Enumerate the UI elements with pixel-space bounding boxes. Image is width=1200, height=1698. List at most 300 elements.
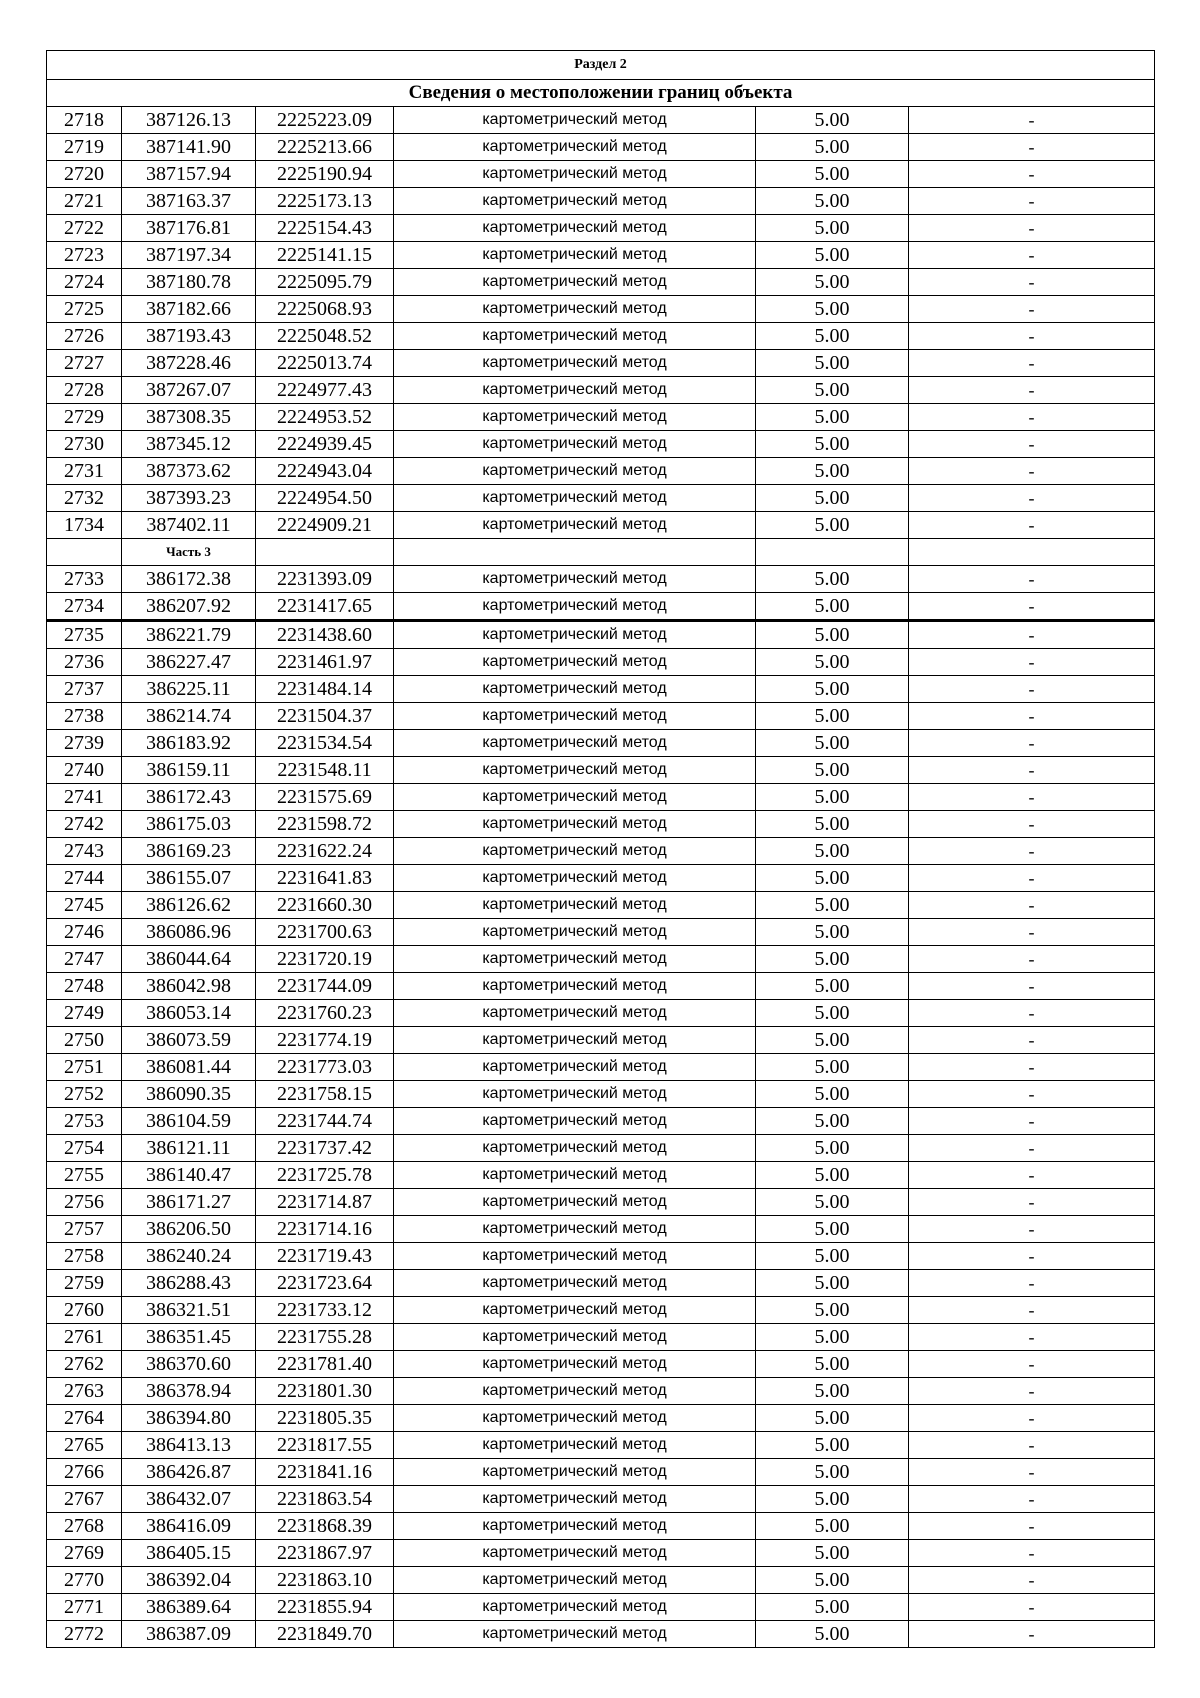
table-row bbox=[47, 1270, 1155, 1297]
method-cell: картометрический метод bbox=[394, 919, 756, 946]
method-cell: картометрический метод bbox=[394, 784, 756, 811]
point-number-cell: 2744 bbox=[47, 865, 122, 892]
y-coordinate-cell: 2231700.63 bbox=[256, 919, 394, 946]
method-cell: картометрический метод bbox=[394, 485, 756, 512]
accuracy-cell: 5.00 bbox=[756, 1027, 909, 1054]
y-coordinate-cell: 2231868.39 bbox=[256, 1513, 394, 1540]
table-row bbox=[47, 1135, 1155, 1162]
y-coordinate-cell: 2224943.04 bbox=[256, 458, 394, 485]
method-cell: картометрический метод bbox=[394, 676, 756, 703]
description-cell: - bbox=[909, 1135, 1155, 1162]
method-cell: картометрический метод bbox=[394, 215, 756, 242]
y-coordinate-cell: 2225173.13 bbox=[256, 188, 394, 215]
accuracy-cell: 5.00 bbox=[756, 485, 909, 512]
y-coordinate-cell: 2225048.52 bbox=[256, 323, 394, 350]
table-row bbox=[47, 134, 1155, 161]
accuracy-cell: 5.00 bbox=[756, 269, 909, 296]
description-cell: - bbox=[909, 973, 1155, 1000]
method-cell: картометрический метод bbox=[394, 1297, 756, 1324]
table-row bbox=[47, 1162, 1155, 1189]
point-number-cell: 2733 bbox=[47, 566, 122, 593]
accuracy-cell: 5.00 bbox=[756, 1594, 909, 1621]
x-coordinate-cell: 386416.09 bbox=[122, 1513, 256, 1540]
method-cell: картометрический метод bbox=[394, 323, 756, 350]
x-coordinate-cell: 386221.79 bbox=[122, 621, 256, 649]
method-cell: картометрический метод bbox=[394, 1054, 756, 1081]
x-coordinate-cell: 386126.62 bbox=[122, 892, 256, 919]
y-coordinate-cell: 2225223.09 bbox=[256, 107, 394, 134]
accuracy-cell: 5.00 bbox=[756, 1621, 909, 1648]
method-cell: картометрический метод bbox=[394, 134, 756, 161]
method-cell: картометрический метод bbox=[394, 838, 756, 865]
description-cell: - bbox=[909, 458, 1155, 485]
empty-cell bbox=[47, 539, 122, 566]
method-cell: картометрический метод bbox=[394, 703, 756, 730]
description-cell: - bbox=[909, 1081, 1155, 1108]
accuracy-cell: 5.00 bbox=[756, 1297, 909, 1324]
table-row bbox=[47, 919, 1155, 946]
y-coordinate-cell: 2231534.54 bbox=[256, 730, 394, 757]
x-coordinate-cell: 386240.24 bbox=[122, 1243, 256, 1270]
y-coordinate-cell: 2231417.65 bbox=[256, 593, 394, 621]
description-cell: - bbox=[909, 1189, 1155, 1216]
x-coordinate-cell: 386405.15 bbox=[122, 1540, 256, 1567]
x-coordinate-cell: 387228.46 bbox=[122, 350, 256, 377]
table-row bbox=[47, 458, 1155, 485]
description-cell: - bbox=[909, 730, 1155, 757]
description-cell: - bbox=[909, 1486, 1155, 1513]
accuracy-cell: 5.00 bbox=[756, 593, 909, 621]
table-row bbox=[47, 377, 1155, 404]
description-cell: - bbox=[909, 1270, 1155, 1297]
accuracy-cell: 5.00 bbox=[756, 946, 909, 973]
x-coordinate-cell: 386044.64 bbox=[122, 946, 256, 973]
description-cell: - bbox=[909, 485, 1155, 512]
description-cell: - bbox=[909, 784, 1155, 811]
point-number-cell: 2764 bbox=[47, 1405, 122, 1432]
x-coordinate-cell: 386159.11 bbox=[122, 757, 256, 784]
accuracy-cell: 5.00 bbox=[756, 1243, 909, 1270]
table-row bbox=[47, 838, 1155, 865]
table-row bbox=[47, 649, 1155, 676]
y-coordinate-cell: 2231725.78 bbox=[256, 1162, 394, 1189]
point-number-cell: 2762 bbox=[47, 1351, 122, 1378]
point-number-cell: 2731 bbox=[47, 458, 122, 485]
table-row bbox=[47, 1540, 1155, 1567]
point-number-cell: 2718 bbox=[47, 107, 122, 134]
method-cell: картометрический метод bbox=[394, 1108, 756, 1135]
description-cell: - bbox=[909, 134, 1155, 161]
table-row bbox=[47, 676, 1155, 703]
accuracy-cell: 5.00 bbox=[756, 1567, 909, 1594]
y-coordinate-cell: 2231863.54 bbox=[256, 1486, 394, 1513]
x-coordinate-cell: 386073.59 bbox=[122, 1027, 256, 1054]
method-cell: картометрический метод bbox=[394, 757, 756, 784]
accuracy-cell: 5.00 bbox=[756, 973, 909, 1000]
x-coordinate-cell: 386432.07 bbox=[122, 1486, 256, 1513]
method-cell: картометрический метод bbox=[394, 1027, 756, 1054]
y-coordinate-cell: 2224909.21 bbox=[256, 512, 394, 539]
y-coordinate-cell: 2225013.74 bbox=[256, 350, 394, 377]
method-cell: картометрический метод bbox=[394, 811, 756, 838]
x-coordinate-cell: 387373.62 bbox=[122, 458, 256, 485]
accuracy-cell: 5.00 bbox=[756, 919, 909, 946]
table-title: Сведения о местоположении границ объекта bbox=[47, 80, 1155, 107]
method-cell: картометрический метод bbox=[394, 1459, 756, 1486]
table-row bbox=[47, 431, 1155, 458]
point-number-cell: 2766 bbox=[47, 1459, 122, 1486]
method-cell: картометрический метод bbox=[394, 1189, 756, 1216]
accuracy-cell: 5.00 bbox=[756, 296, 909, 323]
x-coordinate-cell: 387126.13 bbox=[122, 107, 256, 134]
y-coordinate-cell: 2231744.09 bbox=[256, 973, 394, 1000]
description-cell: - bbox=[909, 377, 1155, 404]
accuracy-cell: 5.00 bbox=[756, 215, 909, 242]
accuracy-cell: 5.00 bbox=[756, 892, 909, 919]
accuracy-cell: 5.00 bbox=[756, 1486, 909, 1513]
y-coordinate-cell: 2231504.37 bbox=[256, 703, 394, 730]
description-cell: - bbox=[909, 431, 1155, 458]
x-coordinate-cell: 386225.11 bbox=[122, 676, 256, 703]
accuracy-cell: 5.00 bbox=[756, 1216, 909, 1243]
description-cell: - bbox=[909, 1054, 1155, 1081]
method-cell: картометрический метод bbox=[394, 865, 756, 892]
part-row bbox=[47, 539, 1155, 566]
x-coordinate-cell: 386288.43 bbox=[122, 1270, 256, 1297]
y-coordinate-cell: 2231575.69 bbox=[256, 784, 394, 811]
table-row bbox=[47, 242, 1155, 269]
x-coordinate-cell: 387345.12 bbox=[122, 431, 256, 458]
y-coordinate-cell: 2231714.16 bbox=[256, 1216, 394, 1243]
table-row bbox=[47, 161, 1155, 188]
accuracy-cell: 5.00 bbox=[756, 323, 909, 350]
y-coordinate-cell: 2231774.19 bbox=[256, 1027, 394, 1054]
table-row bbox=[47, 1621, 1155, 1648]
y-coordinate-cell: 2231855.94 bbox=[256, 1594, 394, 1621]
description-cell: - bbox=[909, 1621, 1155, 1648]
y-coordinate-cell: 2225068.93 bbox=[256, 296, 394, 323]
point-number-cell: 2724 bbox=[47, 269, 122, 296]
description-cell: - bbox=[909, 215, 1155, 242]
accuracy-cell: 5.00 bbox=[756, 1135, 909, 1162]
method-cell: картометрический метод bbox=[394, 892, 756, 919]
table-row bbox=[47, 1000, 1155, 1027]
accuracy-cell: 5.00 bbox=[756, 1054, 909, 1081]
point-number-cell: 2746 bbox=[47, 919, 122, 946]
description-cell: - bbox=[909, 621, 1155, 649]
table-row bbox=[47, 1567, 1155, 1594]
description-cell: - bbox=[909, 1297, 1155, 1324]
table-row bbox=[47, 1108, 1155, 1135]
table-row bbox=[47, 1513, 1155, 1540]
point-number-cell: 2750 bbox=[47, 1027, 122, 1054]
table-row bbox=[47, 404, 1155, 431]
y-coordinate-cell: 2231720.19 bbox=[256, 946, 394, 973]
y-coordinate-cell: 2225141.15 bbox=[256, 242, 394, 269]
point-number-cell: 2763 bbox=[47, 1378, 122, 1405]
x-coordinate-cell: 387193.43 bbox=[122, 323, 256, 350]
table-row bbox=[47, 1297, 1155, 1324]
table-row bbox=[47, 730, 1155, 757]
method-cell: картометрический метод bbox=[394, 1405, 756, 1432]
point-number-cell: 2743 bbox=[47, 838, 122, 865]
point-number-cell: 2753 bbox=[47, 1108, 122, 1135]
description-cell: - bbox=[909, 566, 1155, 593]
y-coordinate-cell: 2231733.12 bbox=[256, 1297, 394, 1324]
method-cell: картометрический метод bbox=[394, 621, 756, 649]
y-coordinate-cell: 2231817.55 bbox=[256, 1432, 394, 1459]
point-number-cell: 1734 bbox=[47, 512, 122, 539]
description-cell: - bbox=[909, 323, 1155, 350]
x-coordinate-cell: 387402.11 bbox=[122, 512, 256, 539]
x-coordinate-cell: 386104.59 bbox=[122, 1108, 256, 1135]
method-cell: картометрический метод bbox=[394, 377, 756, 404]
x-coordinate-cell: 386351.45 bbox=[122, 1324, 256, 1351]
accuracy-cell: 5.00 bbox=[756, 1324, 909, 1351]
accuracy-cell: 5.00 bbox=[756, 730, 909, 757]
description-cell: - bbox=[909, 512, 1155, 539]
method-cell: картометрический метод bbox=[394, 107, 756, 134]
description-cell: - bbox=[909, 1594, 1155, 1621]
y-coordinate-cell: 2231461.97 bbox=[256, 649, 394, 676]
x-coordinate-cell: 386387.09 bbox=[122, 1621, 256, 1648]
method-cell: картометрический метод bbox=[394, 566, 756, 593]
point-number-cell: 2749 bbox=[47, 1000, 122, 1027]
y-coordinate-cell: 2225213.66 bbox=[256, 134, 394, 161]
y-coordinate-cell: 2231781.40 bbox=[256, 1351, 394, 1378]
x-coordinate-cell: 386121.11 bbox=[122, 1135, 256, 1162]
method-cell: картометрический метод bbox=[394, 269, 756, 296]
method-cell: картометрический метод bbox=[394, 730, 756, 757]
table-title-row bbox=[47, 80, 1155, 107]
x-coordinate-cell: 386370.60 bbox=[122, 1351, 256, 1378]
y-coordinate-cell: 2231393.09 bbox=[256, 566, 394, 593]
y-coordinate-cell: 2231641.83 bbox=[256, 865, 394, 892]
y-coordinate-cell: 2231841.16 bbox=[256, 1459, 394, 1486]
x-coordinate-cell: 386081.44 bbox=[122, 1054, 256, 1081]
description-cell: - bbox=[909, 649, 1155, 676]
accuracy-cell: 5.00 bbox=[756, 703, 909, 730]
table-row bbox=[47, 107, 1155, 134]
table-row bbox=[47, 188, 1155, 215]
point-number-cell: 2758 bbox=[47, 1243, 122, 1270]
x-coordinate-cell: 387267.07 bbox=[122, 377, 256, 404]
method-cell: картометрический метод bbox=[394, 946, 756, 973]
accuracy-cell: 5.00 bbox=[756, 107, 909, 134]
description-cell: - bbox=[909, 703, 1155, 730]
point-number-cell: 2727 bbox=[47, 350, 122, 377]
table-row bbox=[47, 1351, 1155, 1378]
point-number-cell: 2760 bbox=[47, 1297, 122, 1324]
point-number-cell: 2722 bbox=[47, 215, 122, 242]
point-number-cell: 2761 bbox=[47, 1324, 122, 1351]
table-row bbox=[47, 1243, 1155, 1270]
empty-cell bbox=[756, 539, 909, 566]
y-coordinate-cell: 2231801.30 bbox=[256, 1378, 394, 1405]
method-cell: картометрический метод bbox=[394, 1621, 756, 1648]
method-cell: картометрический метод bbox=[394, 1513, 756, 1540]
table-row bbox=[47, 1324, 1155, 1351]
table-row bbox=[47, 811, 1155, 838]
x-coordinate-cell: 386214.74 bbox=[122, 703, 256, 730]
method-cell: картометрический метод bbox=[394, 649, 756, 676]
y-coordinate-cell: 2231760.23 bbox=[256, 1000, 394, 1027]
accuracy-cell: 5.00 bbox=[756, 649, 909, 676]
point-number-cell: 2772 bbox=[47, 1621, 122, 1648]
method-cell: картометрический метод bbox=[394, 404, 756, 431]
point-number-cell: 2752 bbox=[47, 1081, 122, 1108]
table-row bbox=[47, 703, 1155, 730]
y-coordinate-cell: 2231849.70 bbox=[256, 1621, 394, 1648]
table-row bbox=[47, 1432, 1155, 1459]
accuracy-cell: 5.00 bbox=[756, 621, 909, 649]
point-number-cell: 2756 bbox=[47, 1189, 122, 1216]
method-cell: картометрический метод bbox=[394, 242, 756, 269]
table-row bbox=[47, 485, 1155, 512]
point-number-cell: 2770 bbox=[47, 1567, 122, 1594]
method-cell: картометрический метод bbox=[394, 1135, 756, 1162]
point-number-cell: 2740 bbox=[47, 757, 122, 784]
y-coordinate-cell: 2231773.03 bbox=[256, 1054, 394, 1081]
method-cell: картометрический метод bbox=[394, 1432, 756, 1459]
method-cell: картометрический метод bbox=[394, 973, 756, 1000]
accuracy-cell: 5.00 bbox=[756, 1405, 909, 1432]
point-number-cell: 2765 bbox=[47, 1432, 122, 1459]
x-coordinate-cell: 386413.13 bbox=[122, 1432, 256, 1459]
description-cell: - bbox=[909, 1378, 1155, 1405]
point-number-cell: 2730 bbox=[47, 431, 122, 458]
boundary-points-table bbox=[46, 50, 1155, 1648]
point-number-cell: 2741 bbox=[47, 784, 122, 811]
table-row bbox=[47, 1486, 1155, 1513]
accuracy-cell: 5.00 bbox=[756, 458, 909, 485]
y-coordinate-cell: 2231744.74 bbox=[256, 1108, 394, 1135]
method-cell: картометрический метод bbox=[394, 512, 756, 539]
y-coordinate-cell: 2231714.87 bbox=[256, 1189, 394, 1216]
x-coordinate-cell: 386172.43 bbox=[122, 784, 256, 811]
table-row bbox=[47, 269, 1155, 296]
x-coordinate-cell: 386378.94 bbox=[122, 1378, 256, 1405]
y-coordinate-cell: 2225190.94 bbox=[256, 161, 394, 188]
accuracy-cell: 5.00 bbox=[756, 757, 909, 784]
point-number-cell: 2754 bbox=[47, 1135, 122, 1162]
table-row bbox=[47, 1027, 1155, 1054]
x-coordinate-cell: 387182.66 bbox=[122, 296, 256, 323]
description-cell: - bbox=[909, 1162, 1155, 1189]
empty-cell bbox=[256, 539, 394, 566]
y-coordinate-cell: 2231598.72 bbox=[256, 811, 394, 838]
method-cell: картометрический метод bbox=[394, 431, 756, 458]
description-cell: - bbox=[909, 1540, 1155, 1567]
description-cell: - bbox=[909, 161, 1155, 188]
table-row bbox=[47, 1594, 1155, 1621]
method-cell: картометрический метод bbox=[394, 1540, 756, 1567]
table-row bbox=[47, 323, 1155, 350]
method-cell: картометрический метод bbox=[394, 458, 756, 485]
point-number-cell: 2726 bbox=[47, 323, 122, 350]
accuracy-cell: 5.00 bbox=[756, 1378, 909, 1405]
table-row bbox=[47, 892, 1155, 919]
method-cell: картометрический метод bbox=[394, 1324, 756, 1351]
x-coordinate-cell: 387141.90 bbox=[122, 134, 256, 161]
description-cell: - bbox=[909, 946, 1155, 973]
method-cell: картометрический метод bbox=[394, 1000, 756, 1027]
point-number-cell: 2734 bbox=[47, 593, 122, 621]
table-row bbox=[47, 566, 1155, 593]
table-row bbox=[47, 1405, 1155, 1432]
x-coordinate-cell: 387393.23 bbox=[122, 485, 256, 512]
point-number-cell: 2732 bbox=[47, 485, 122, 512]
point-number-cell: 2723 bbox=[47, 242, 122, 269]
accuracy-cell: 5.00 bbox=[756, 188, 909, 215]
point-number-cell: 2729 bbox=[47, 404, 122, 431]
accuracy-cell: 5.00 bbox=[756, 1162, 909, 1189]
section-header-row bbox=[47, 51, 1155, 80]
description-cell: - bbox=[909, 1027, 1155, 1054]
x-coordinate-cell: 386207.92 bbox=[122, 593, 256, 621]
empty-cell bbox=[909, 539, 1155, 566]
x-coordinate-cell: 386392.04 bbox=[122, 1567, 256, 1594]
x-coordinate-cell: 386155.07 bbox=[122, 865, 256, 892]
x-coordinate-cell: 386389.64 bbox=[122, 1594, 256, 1621]
point-number-cell: 2748 bbox=[47, 973, 122, 1000]
description-cell: - bbox=[909, 1405, 1155, 1432]
y-coordinate-cell: 2231438.60 bbox=[256, 621, 394, 649]
accuracy-cell: 5.00 bbox=[756, 1189, 909, 1216]
x-coordinate-cell: 386172.38 bbox=[122, 566, 256, 593]
accuracy-cell: 5.00 bbox=[756, 1513, 909, 1540]
table-row bbox=[47, 215, 1155, 242]
description-cell: - bbox=[909, 757, 1155, 784]
description-cell: - bbox=[909, 676, 1155, 703]
point-number-cell: 2751 bbox=[47, 1054, 122, 1081]
accuracy-cell: 5.00 bbox=[756, 1000, 909, 1027]
accuracy-cell: 5.00 bbox=[756, 161, 909, 188]
accuracy-cell: 5.00 bbox=[756, 1459, 909, 1486]
point-number-cell: 2737 bbox=[47, 676, 122, 703]
y-coordinate-cell: 2231719.43 bbox=[256, 1243, 394, 1270]
y-coordinate-cell: 2231660.30 bbox=[256, 892, 394, 919]
table-row bbox=[47, 621, 1155, 649]
point-number-cell: 2755 bbox=[47, 1162, 122, 1189]
point-number-cell: 2735 bbox=[47, 621, 122, 649]
description-cell: - bbox=[909, 811, 1155, 838]
point-number-cell: 2768 bbox=[47, 1513, 122, 1540]
description-cell: - bbox=[909, 296, 1155, 323]
point-number-cell: 2742 bbox=[47, 811, 122, 838]
accuracy-cell: 5.00 bbox=[756, 377, 909, 404]
description-cell: - bbox=[909, 838, 1155, 865]
point-number-cell: 2739 bbox=[47, 730, 122, 757]
accuracy-cell: 5.00 bbox=[756, 1270, 909, 1297]
table-row bbox=[47, 865, 1155, 892]
x-coordinate-cell: 386183.92 bbox=[122, 730, 256, 757]
method-cell: картометрический метод bbox=[394, 1216, 756, 1243]
accuracy-cell: 5.00 bbox=[756, 512, 909, 539]
method-cell: картометрический метод bbox=[394, 1081, 756, 1108]
description-cell: - bbox=[909, 107, 1155, 134]
accuracy-cell: 5.00 bbox=[756, 404, 909, 431]
table-row bbox=[47, 296, 1155, 323]
accuracy-cell: 5.00 bbox=[756, 431, 909, 458]
description-cell: - bbox=[909, 269, 1155, 296]
description-cell: - bbox=[909, 1108, 1155, 1135]
x-coordinate-cell: 387308.35 bbox=[122, 404, 256, 431]
point-number-cell: 2721 bbox=[47, 188, 122, 215]
y-coordinate-cell: 2231863.10 bbox=[256, 1567, 394, 1594]
y-coordinate-cell: 2231758.15 bbox=[256, 1081, 394, 1108]
description-cell: - bbox=[909, 1567, 1155, 1594]
